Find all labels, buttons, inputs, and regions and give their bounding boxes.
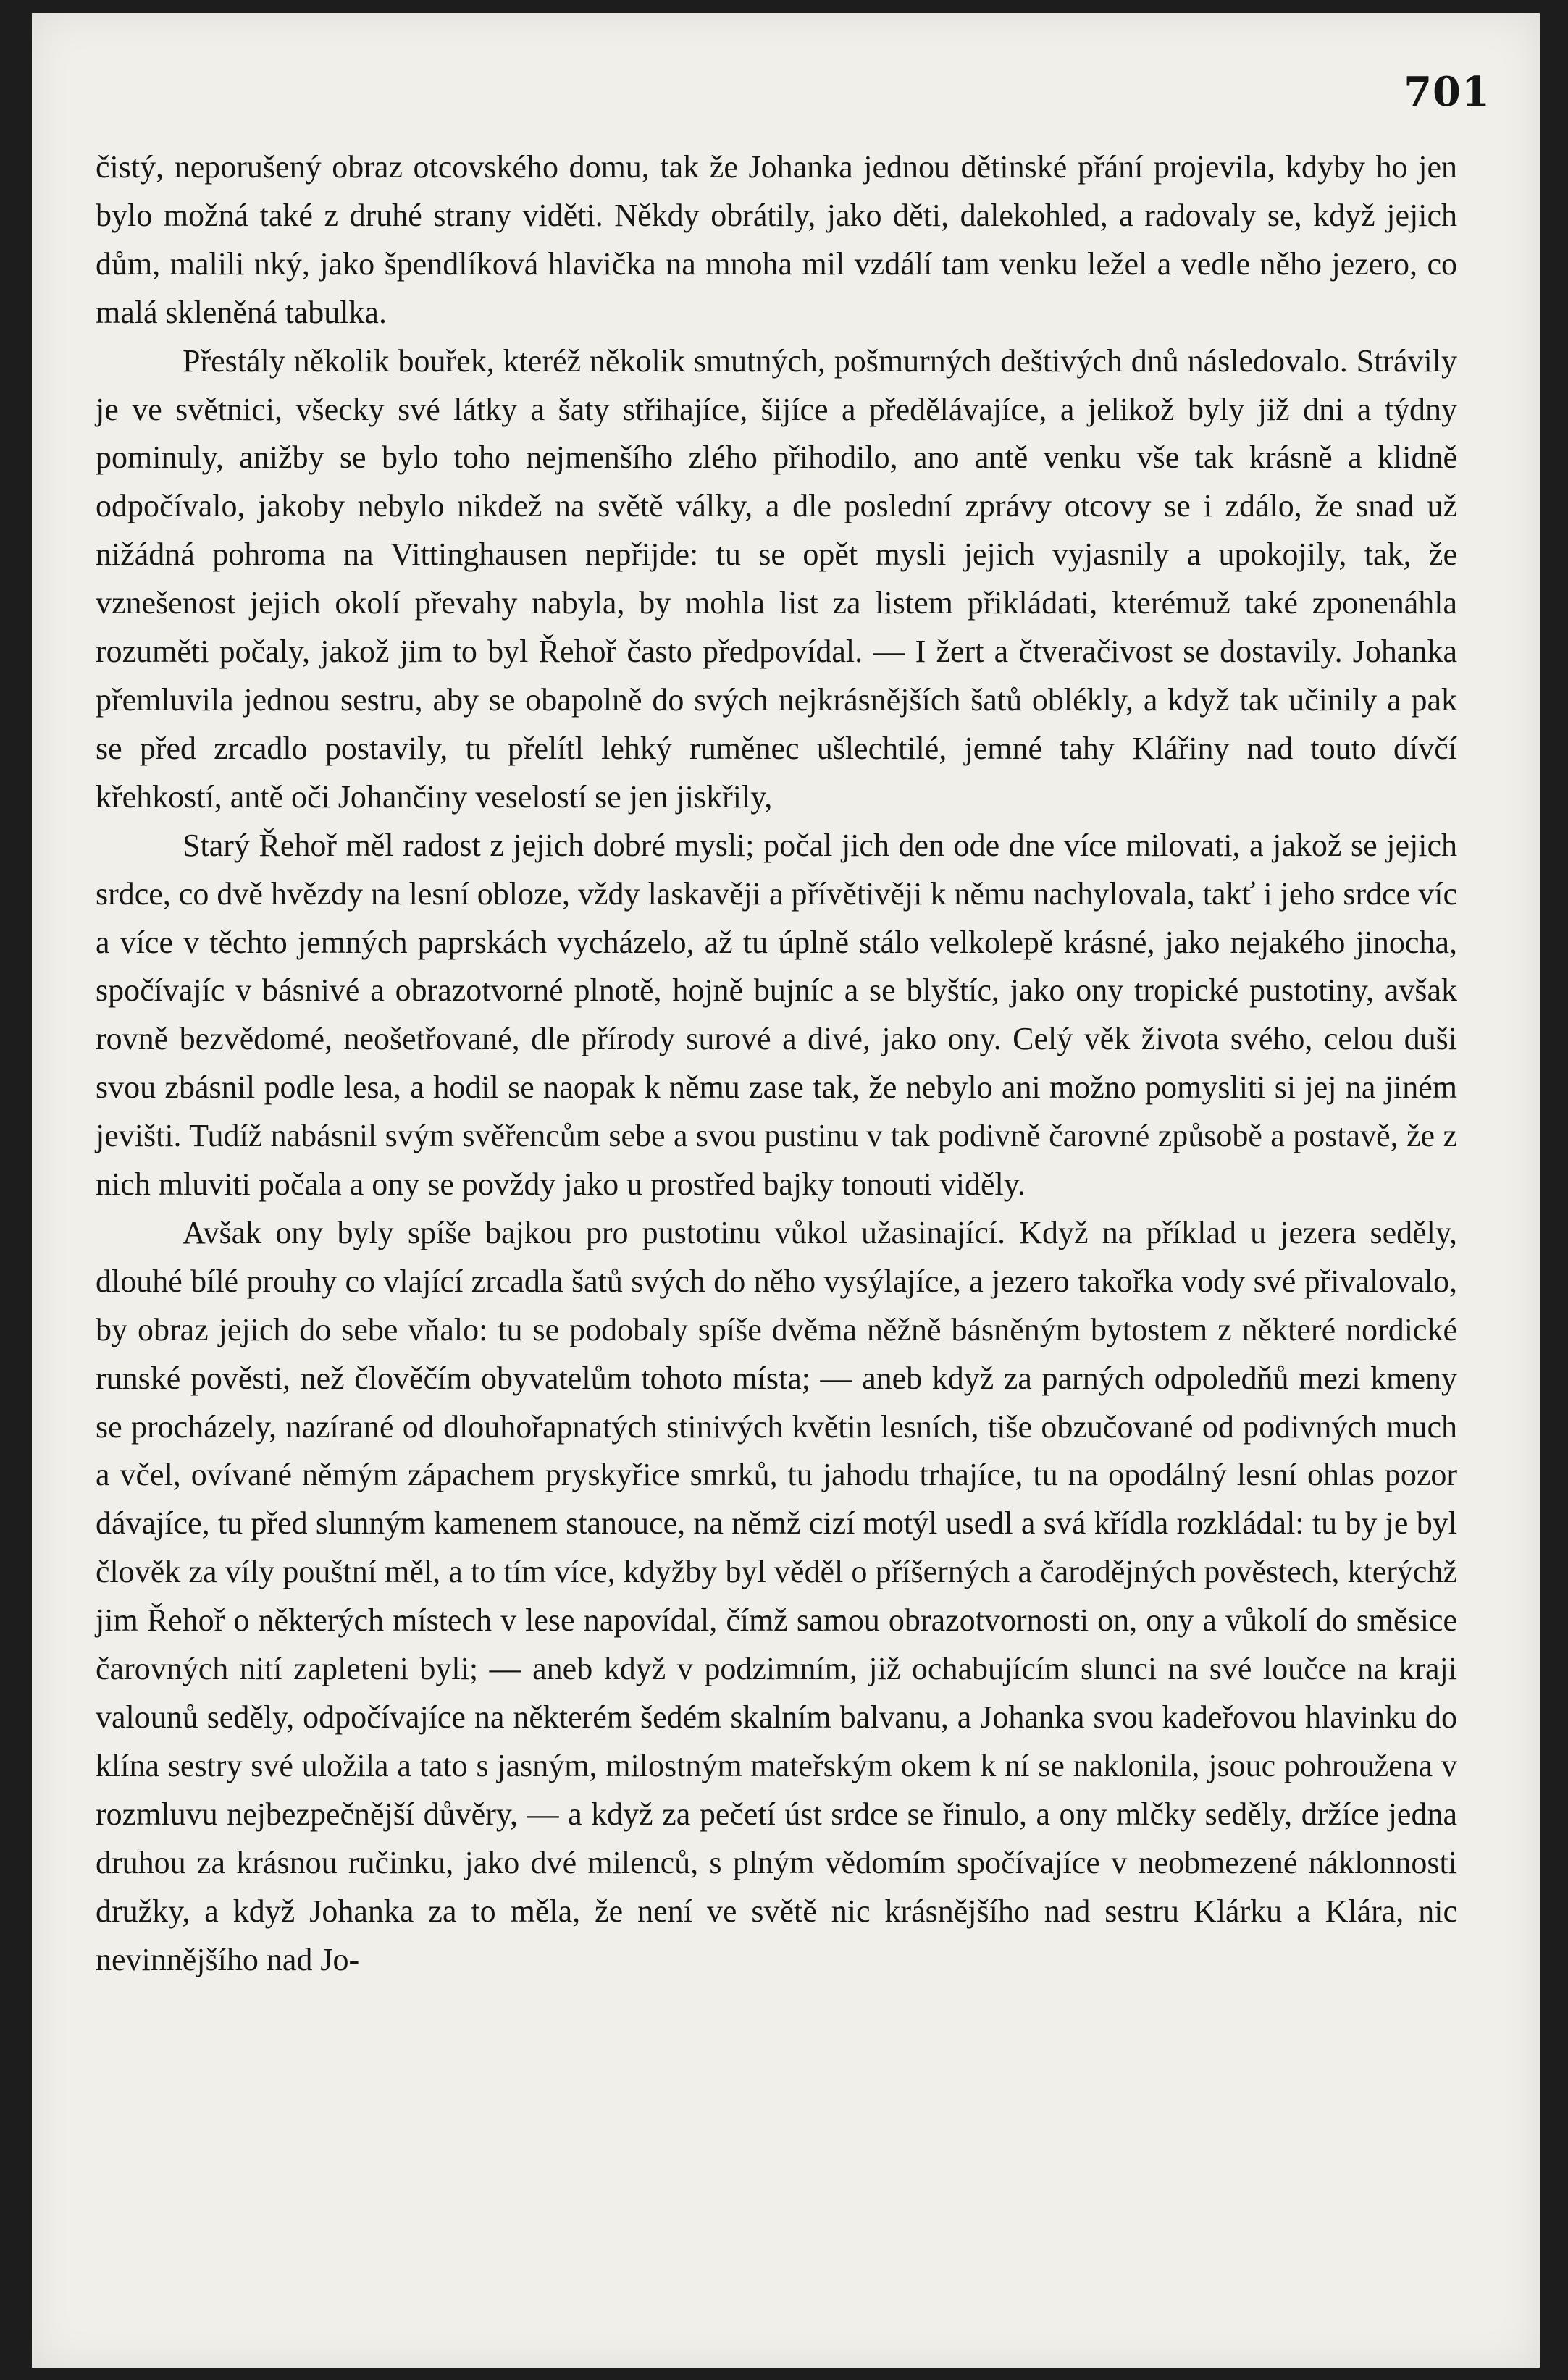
paragraph-1: čistý, neporušený obraz otcovského domu, tak že Johanka jednou dětinské přání projevila, kdyby ho jen bylo možná také z druhé strany viděti. Někdy obrátily, jako děti, dalekohled, a radovaly se, když jejich dům, malili nký, jako špendlíková hlavička na mnoha mil vzdálí tam venku ležel a vedle něho jezero, co malá skleněná tabulka. <box>96 149 1457 330</box>
page-number: 701 <box>1404 68 1491 116</box>
paragraph-3: Starý Řehoř měl radost z jejich dobré mysli; počal jich den ode dne více milovati, a jakož se jejich srdce, co dvě hvězdy na lesní obloze, vždy laskavěji a přívětivěji k němu nachylovala, takť i jeho srdce víc a více v těchto jemných paprskách vycházelo, až tu úplně stálo velkolepě krásné, jako nejakého jinocha, spočívajíc v básnivé a obrazotvorné plnotě, hojně bujníc a se blyštíc, jako ony tropické pustotiny, avšak rovně bezvědomé, neošetřované, dle přírody surové a divé, jako ony. Celý věk života svého, celou duši svou zbásnil podle lesa, a hodil se naopak k němu zase tak, že nebylo ani možno pomysliti si jej na jiném jevišti. Tudíž nabásnil svým svěřencům sebe a svou pustinu v tak podivně čarovné způsobě a postavě, že z nich mluviti počala a ony se povždy jako u prostřed bajky tonouti viděly. <box>96 827 1457 1203</box>
paragraph-2: Přestály několik bouřek, kteréž několik smutných, pošmurných deštivých dnů následovalo. Strávily je ve světnici, všecky své látky a šaty střihajíce, šijíce a předělávajíce, a jelikož byly již dni a týdny pominuly, anižby se bylo toho nejmenšího zlého přihodilo, ano antě venku vše tak krásně a klidně odpočívalo, jakoby nebylo nikdež na světě války, a dle poslední zprávy otcovy se i zdálo, že snad už nižádná pohroma na Vittinghausen nepřijde: tu se opět mysli jejich vyjasnily a upokojily, tak, že vznešenost jejich okolí převahy nabyla, by mohla list za listem přikládati, kterémuž také zponenáhla rozuměti počaly, jakož jim to byl Řehoř často předpovídal. — I žert a čtveračivost se dostavily. Johanka přemluvila jednou sestru, aby se obapolně do svých nejkrásnějších šatů oblékly, a když tak učinily a pak se před zrcadlo postavily, tu přelítl lehký ruměnec ušlechtilé, jemné tahy Klářiny nad touto dívčí křehkostí, antě oči Johančiny veselostí se jen jiskřily, <box>96 342 1457 815</box>
book-page <box>32 13 1540 2368</box>
body-text <box>96 143 1457 1984</box>
paragraph-4: Avšak ony byly spíše bajkou pro pustotinu vůkol užasinající. Když na příklad u jezera seděly, dlouhé bílé prouhy co vlající zrcadla šatů svých do něho vysýlajíce, a jezero takořka vody své přivalovalo, by obraz jejich do sebe vňalo: tu se podobaly spíše dvěma něžně básněným bytostem z některé nordické runské pověsti, než člověčím obyvatelům tohoto místa; — aneb když za parných odpoledňů mezi kmeny se procházely, nazírané od dlouhořapnatých stinivých květin lesních, tiše obzučované od podivných much a včel, ovívané němým zápachem pryskyřice smrků, tu jahodu trhajíce, tu na opodálný lesní ohlas pozor dávajíce, tu před slunným kamenem stanouce, na němž cizí motýl usedl a svá křídla rozkládal: tu by je byl člověk za víly pouštní měl, a to tím více, kdyžby byl věděl o příšerných a čarodějných pověstech, kterýchž jim Řehoř o některých místech v lese napovídal, čímž samou obrazotvornosti on, ony a vůkolí do směsice čarovných nití zapleteni byli; — aneb když v podzimním, již ochabujícím slunci na své loučce na kraji valounů seděly, odpočívajíce na některém šedém skalním balvanu, a Johanka svou kadeřovou hlavinku do klína sestry své uložila a tato s jasným, milostným mateřským okem k ní se naklonila, jsouc pohroužena v rozmluvu nejbezpečnější důvěry, — a když za pečetí úst srdce se řinulo, a ony mlčky seděly, držíce jedna druhou za krásnou ručinku, jako dvé milenců, s plným vědomím spočívajíce v neobmezené náklonnosti družky, a když Johanka za to měla, že není ve světě nic krásnějšího nad sestru Klárku a Klára, nic nevinnějšího nad Jo- <box>96 1214 1457 1977</box>
